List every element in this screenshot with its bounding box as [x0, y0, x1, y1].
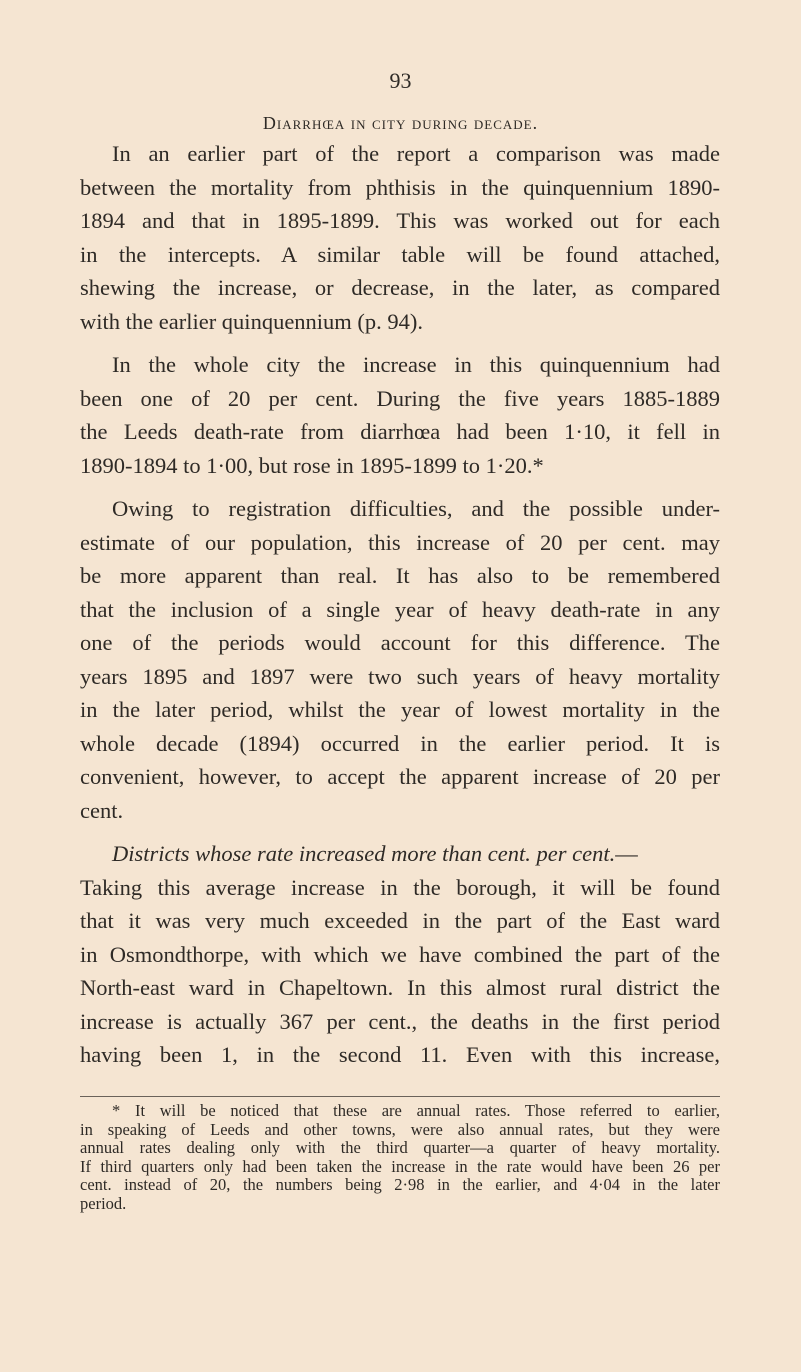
text-line: in the intercepts. A similar table will be found attached,	[80, 241, 720, 267]
text-line: been one of 20 per cent. During the five years 1885-1889	[80, 385, 720, 411]
text-line	[80, 837, 720, 871]
footnote-line: If third quarters only had been taken the increase in the rate would have been 26 per	[80, 1156, 720, 1176]
text-line: be more apparent than real. It has also to be remembered	[80, 563, 720, 588]
text-line: increase is actually 367 per cent., the deaths in the first period	[80, 1008, 720, 1034]
body-text	[80, 137, 720, 1072]
text-line: that it was very much exceeded in the part of the East ward	[80, 908, 720, 933]
paragraph-2	[80, 348, 720, 482]
page-number: 93	[389, 68, 412, 93]
text-line: between the mortality from phthisis in the quinquennium 1890-	[80, 174, 720, 200]
text-line: In an earlier part of the report a comparison was made	[112, 141, 720, 166]
text-line: with the earlier quinquennium (p. 94).	[80, 308, 424, 334]
text-line: years 1895 and 1897 were two such years of heavy mortality	[80, 663, 720, 689]
text-line: one of the periods would account for this difference. The	[80, 630, 720, 655]
italic-heading: Districts whose rate increased more than cent. per cent.	[112, 841, 616, 866]
text-line: in Osmondthorpe, with which we have combined the part of the	[80, 941, 720, 967]
text-line: shewing the increase, or decrease, in the later, as compared	[80, 275, 720, 300]
text-line: whole decade (1894) occurred in the earlier period. It is	[80, 730, 720, 756]
em-dash: —	[615, 841, 638, 866]
text-line: Taking this average increase in the borough, it will be found	[80, 874, 720, 900]
paragraph-4	[80, 837, 720, 1072]
text-line: North-east ward in Chapeltown. In this almost rural district the	[80, 975, 720, 1000]
section-heading: Diarrhœa in city during decade.	[262, 113, 539, 133]
text-line: cent.	[80, 797, 124, 823]
footnote-line: in speaking of Leeds and other towns, were also annual rates, but they were	[80, 1119, 720, 1139]
footnote-line: * It will be noticed that these are annual rates. Those referred to earlier,	[112, 1101, 720, 1120]
text-line: Owing to registration difficulties, and the possible under-	[112, 496, 720, 521]
footnote-line: cent. instead of 20, the numbers being 2·98 in the earlier, and 4·04 in the later	[80, 1175, 720, 1194]
text-line: In the whole city the increase in this quinquennium had	[112, 352, 720, 377]
footnote	[80, 1102, 720, 1213]
footnote-rule	[80, 1096, 720, 1097]
paragraph-3	[80, 492, 720, 827]
text-line: estimate of our population, this increase of 20 per cent. may	[80, 529, 720, 555]
footnote-line: annual rates dealing only with the third quarter—a quarter of heavy mortality.	[80, 1138, 720, 1157]
text-line: the Leeds death-rate from diarrhœa had been 1·10, it fell in	[80, 419, 720, 444]
text-line: 1890-1894 to 1·00, but rose in 1895-1899 to 1·20.*	[80, 452, 544, 478]
text-line: 1894 and that in 1895-1899. This was worked out for each	[80, 208, 720, 233]
footnote-line: period.	[80, 1193, 127, 1213]
text-line: having been 1, in the second 11. Even with this increase,	[80, 1042, 720, 1067]
text-line: in the later period, whilst the year of lowest mortality in the	[80, 697, 720, 722]
text-line: convenient, however, to accept the apparent increase of 20 per	[80, 764, 720, 789]
text-line: that the inclusion of a single year of heavy death-rate in any	[80, 596, 720, 622]
paragraph-1	[80, 137, 720, 338]
